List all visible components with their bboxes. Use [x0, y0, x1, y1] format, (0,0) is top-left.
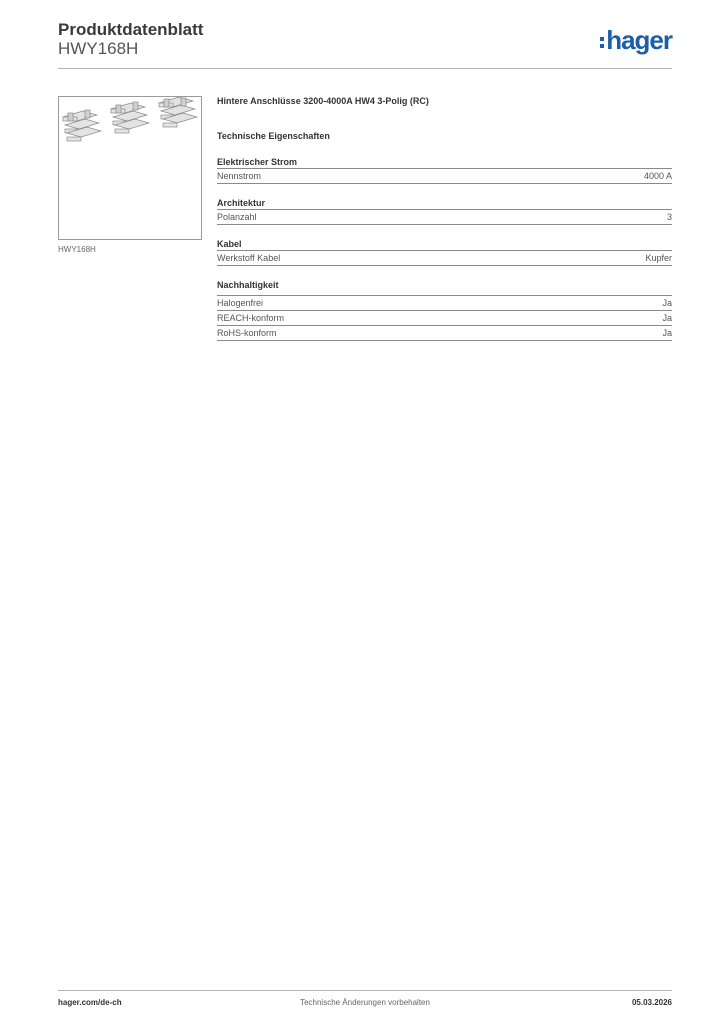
image-caption: HWY168H [58, 245, 96, 254]
property-row [217, 326, 672, 341]
group-title: Nachhaltigkeit [217, 280, 279, 290]
property-label: RoHS-konform [217, 328, 277, 338]
footer-divider [58, 990, 672, 991]
page-title: Produktdatenblatt [58, 20, 204, 39]
page-footer [58, 998, 672, 1010]
property-row [217, 210, 672, 225]
property-label: Nennstrom [217, 171, 262, 181]
property-rows [217, 295, 672, 341]
property-label: Werkstoff Kabel [217, 253, 281, 263]
property-value: Ja [662, 298, 672, 308]
property-group-kabel [217, 238, 672, 266]
property-row [217, 251, 672, 266]
header-divider [58, 68, 672, 69]
property-row [217, 169, 672, 184]
hager-logo[interactable] [600, 26, 672, 54]
footer-url-link[interactable]: hager.com/de-ch [58, 998, 122, 1007]
property-row [217, 296, 672, 311]
product-code: HWY168H [58, 39, 139, 58]
group-title: Kabel [217, 238, 672, 251]
section-heading: Technische Eigenschaften [217, 131, 330, 141]
group-title: Elektrischer Strom [217, 156, 672, 169]
property-value: Kupfer [645, 253, 672, 263]
property-group-nachhaltigkeit [217, 279, 672, 341]
property-value: 4000 A [643, 171, 672, 181]
property-label: Polanzahl [217, 212, 257, 222]
group-title: Architektur [217, 197, 672, 210]
footer-note: Technische Änderungen vorbehalten [300, 998, 430, 1007]
property-row [217, 311, 672, 326]
logo-colon-icon [600, 37, 604, 48]
property-value: 3 [666, 212, 672, 222]
property-group-architektur [217, 197, 672, 225]
product-details [217, 95, 672, 341]
logo-text: hager [606, 25, 672, 55]
property-group-elektrischer-strom [217, 156, 672, 184]
product-image [58, 96, 202, 240]
property-value: Ja [662, 328, 672, 338]
property-value: Ja [662, 313, 672, 323]
product-name: Hintere Anschlüsse 3200-4000A HW4 3-Polig (RC) [217, 96, 429, 106]
property-label: Halogenfrei [217, 298, 264, 308]
property-label: REACH-konform [217, 313, 285, 323]
footer-date: 05.03.2026 [631, 998, 672, 1007]
busbar-connectors-illustration [59, 97, 201, 239]
